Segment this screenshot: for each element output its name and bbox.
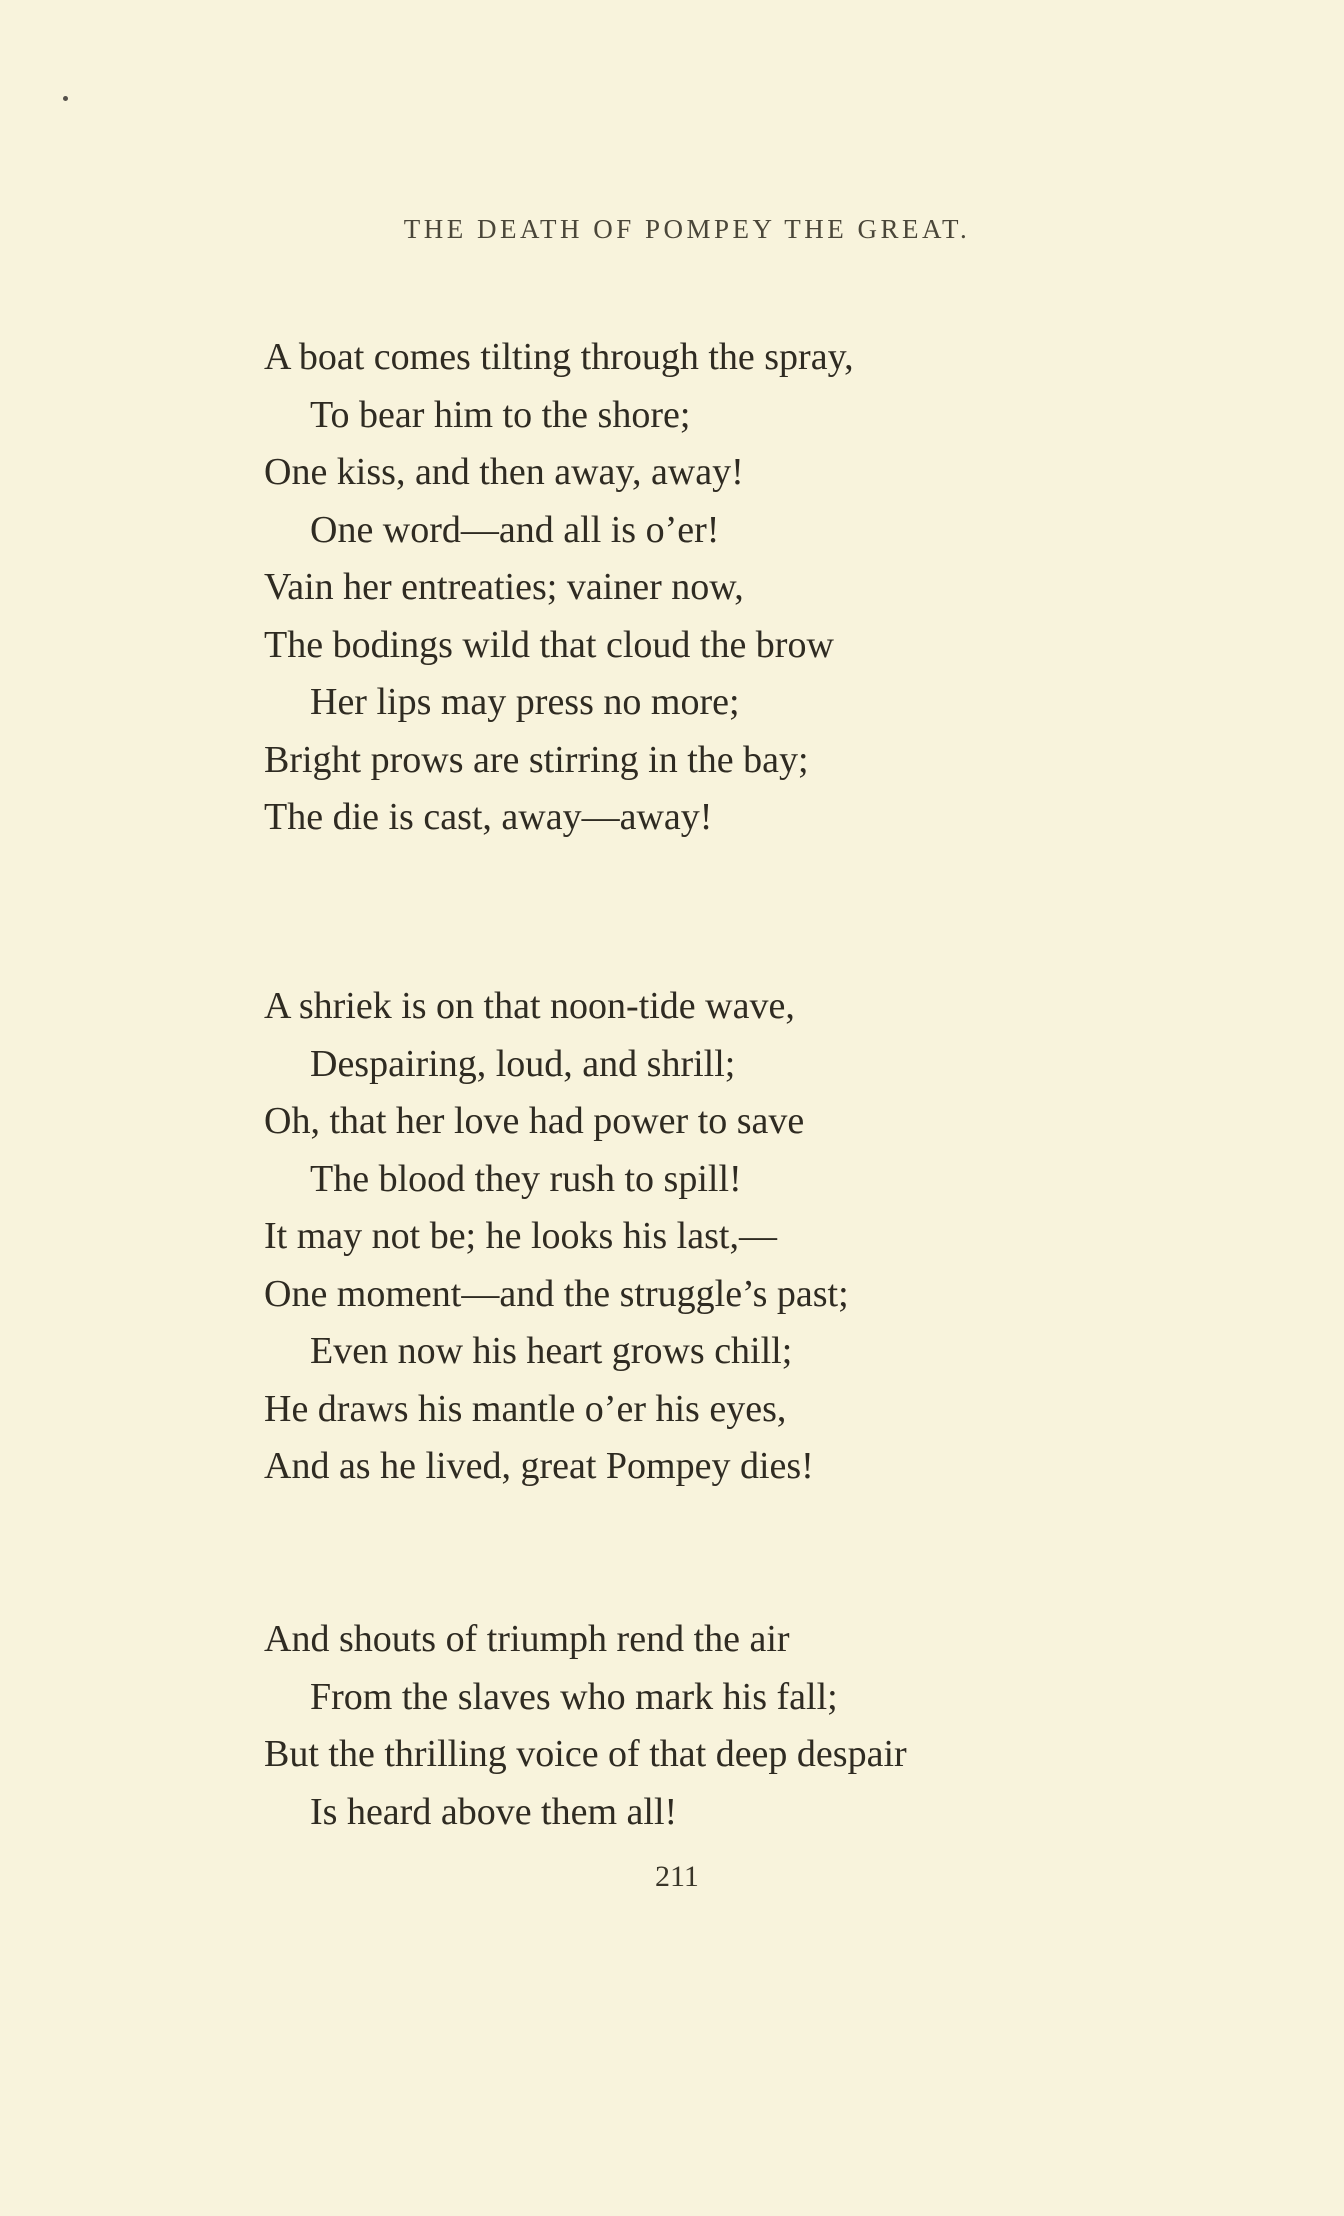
page-speck — [63, 96, 68, 101]
poem-line: Is heard above them all! — [310, 1790, 678, 1833]
poem-line: Her lips may press no more; — [310, 681, 740, 723]
poem-line: To bear him to the shore; — [310, 393, 691, 436]
poem-line: The bodings wild that cloud the brow — [264, 623, 834, 666]
poem-line: Despairing, loud, and shrill; — [310, 1042, 736, 1085]
poem-line: Vain her entreaties; vainer now, — [264, 566, 744, 608]
stanza-1 — [264, 329, 1304, 847]
page-number: 211 — [655, 1860, 699, 1893]
poem-line: From the slaves who mark his fall; — [310, 1675, 838, 1718]
poem-line: But the thrilling voice of that deep despair — [264, 1733, 907, 1775]
poem-line: A shriek is on that noon-tide wave, — [264, 985, 795, 1027]
poem-line: It may not be; he looks his last,— — [264, 1215, 777, 1257]
running-head: THE DEATH OF POMPEY THE GREAT. — [403, 214, 971, 244]
stanza-2 — [264, 978, 1304, 1496]
poem-line: And shouts of triumph rend the air — [264, 1618, 790, 1660]
poem-line: The blood they rush to spill! — [310, 1157, 742, 1200]
poem-line: One word—and all is o’er! — [310, 508, 720, 551]
poem-line: Even now his heart grows chill; — [310, 1330, 793, 1372]
poem-line: One kiss, and then away, away! — [264, 451, 744, 493]
poem-line: He draws his mantle o’er his eyes, — [264, 1387, 787, 1430]
poem-line: Oh, that her love had power to save — [264, 1100, 805, 1142]
poem-line: The die is cast, away—away! — [264, 796, 713, 838]
poem-line: And as he lived, great Pompey dies! — [264, 1445, 814, 1487]
poem-line: A boat comes tilting through the spray, — [264, 336, 854, 378]
poem-line: One moment—and the struggle’s past; — [264, 1272, 849, 1315]
poem-line: Bright prows are stirring in the bay; — [264, 738, 809, 781]
stanza-3 — [264, 1611, 1304, 1841]
